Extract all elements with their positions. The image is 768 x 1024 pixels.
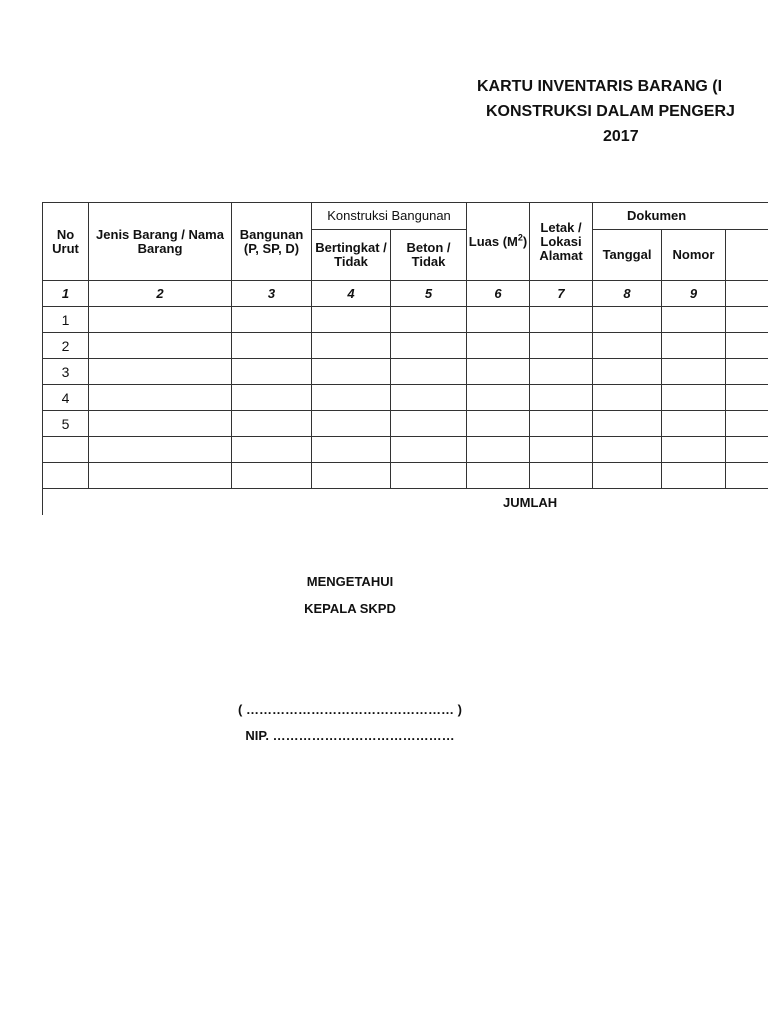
table-cell[interactable] bbox=[89, 333, 232, 359]
header-tanggal: Tanggal bbox=[593, 230, 662, 281]
table-cell[interactable] bbox=[726, 307, 768, 333]
row-number: 4 bbox=[43, 385, 89, 411]
table-cell[interactable] bbox=[232, 359, 312, 385]
header-dokumen: Dokumen bbox=[593, 203, 768, 230]
column-number: 9 bbox=[662, 281, 726, 307]
header-luas-close: ) bbox=[522, 233, 528, 249]
row-number bbox=[43, 463, 89, 489]
table-cell[interactable] bbox=[467, 463, 530, 489]
mengetahui-label: MENGETAHUI bbox=[306, 574, 394, 589]
column-number: 8 bbox=[593, 281, 662, 307]
header-konstruksi-bangunan: Konstruksi Bangunan bbox=[312, 203, 467, 230]
total-label: JUMLAH bbox=[43, 489, 768, 516]
table-cell[interactable] bbox=[391, 463, 467, 489]
table-cell[interactable] bbox=[726, 385, 768, 411]
table-cell[interactable] bbox=[391, 333, 467, 359]
table-cell[interactable] bbox=[89, 437, 232, 463]
inventory-table bbox=[42, 202, 768, 515]
table-cell[interactable] bbox=[312, 437, 391, 463]
table-cell[interactable] bbox=[726, 463, 768, 489]
column-number-row bbox=[43, 281, 768, 307]
column-number-extra bbox=[726, 281, 768, 307]
column-number: 4 bbox=[312, 281, 391, 307]
table-cell[interactable] bbox=[662, 411, 726, 437]
table-cell[interactable] bbox=[530, 437, 593, 463]
table-cell[interactable] bbox=[662, 437, 726, 463]
table-cell[interactable] bbox=[467, 437, 530, 463]
table-cell[interactable] bbox=[593, 333, 662, 359]
header-bangunan: Bangunan (P, SP, D) bbox=[232, 203, 312, 281]
table-cell[interactable] bbox=[662, 333, 726, 359]
table-row bbox=[43, 307, 768, 333]
table-cell[interactable] bbox=[312, 307, 391, 333]
table-cell[interactable] bbox=[593, 385, 662, 411]
header-jenis-barang: Jenis Barang / Nama Barang bbox=[89, 203, 232, 281]
table-cell[interactable] bbox=[530, 411, 593, 437]
table-cell[interactable] bbox=[312, 333, 391, 359]
table-cell[interactable] bbox=[530, 463, 593, 489]
table-cell[interactable] bbox=[232, 333, 312, 359]
table-cell[interactable] bbox=[312, 411, 391, 437]
total-row bbox=[43, 489, 768, 516]
table-cell[interactable] bbox=[232, 437, 312, 463]
table-cell[interactable] bbox=[312, 359, 391, 385]
table-cell[interactable] bbox=[593, 463, 662, 489]
table-cell[interactable] bbox=[467, 333, 530, 359]
table-cell[interactable] bbox=[467, 385, 530, 411]
column-number: 7 bbox=[530, 281, 593, 307]
table-cell[interactable] bbox=[232, 385, 312, 411]
table-cell[interactable] bbox=[232, 307, 312, 333]
table-cell[interactable] bbox=[726, 333, 768, 359]
title-year: 2017 bbox=[603, 128, 639, 145]
document-title bbox=[460, 74, 768, 149]
table-cell[interactable] bbox=[726, 411, 768, 437]
column-number: 6 bbox=[467, 281, 530, 307]
table-cell[interactable] bbox=[662, 359, 726, 385]
table-row bbox=[43, 333, 768, 359]
row-number: 2 bbox=[43, 333, 89, 359]
table-cell[interactable] bbox=[593, 437, 662, 463]
table-cell[interactable] bbox=[530, 385, 593, 411]
column-number: 2 bbox=[89, 281, 232, 307]
table-row bbox=[43, 437, 768, 463]
kepala-skpd-label: KEPALA SKPD bbox=[304, 601, 396, 616]
inventory-table-container bbox=[42, 202, 768, 515]
table-cell[interactable] bbox=[89, 307, 232, 333]
table-cell[interactable] bbox=[530, 307, 593, 333]
table-cell[interactable] bbox=[391, 411, 467, 437]
table-cell[interactable] bbox=[593, 359, 662, 385]
header-extra-column bbox=[726, 230, 768, 281]
table-cell[interactable] bbox=[593, 411, 662, 437]
row-number: 1 bbox=[43, 307, 89, 333]
table-cell[interactable] bbox=[726, 437, 768, 463]
column-number: 5 bbox=[391, 281, 467, 307]
column-number: 3 bbox=[232, 281, 312, 307]
table-cell[interactable] bbox=[467, 307, 530, 333]
header-luas-superscript: 2 bbox=[517, 232, 523, 243]
table-cell[interactable] bbox=[391, 385, 467, 411]
table-cell[interactable] bbox=[89, 463, 232, 489]
table-cell[interactable] bbox=[530, 333, 593, 359]
table-cell[interactable] bbox=[662, 385, 726, 411]
table-cell[interactable] bbox=[232, 463, 312, 489]
table-cell[interactable] bbox=[662, 463, 726, 489]
table-cell[interactable] bbox=[593, 307, 662, 333]
table-cell[interactable] bbox=[391, 437, 467, 463]
table-row bbox=[43, 385, 768, 411]
table-cell[interactable] bbox=[530, 359, 593, 385]
header-beton: Beton / Tidak bbox=[391, 230, 467, 281]
row-number: 3 bbox=[43, 359, 89, 385]
header-luas-text: Luas (M bbox=[468, 233, 518, 249]
row-number bbox=[43, 437, 89, 463]
header-letak: Letak / Lokasi Alamat bbox=[530, 203, 593, 281]
header-bertingkat: Bertingkat / Tidak bbox=[312, 230, 391, 281]
title-line-2: KONSTRUKSI DALAM PENGERJ bbox=[486, 103, 735, 120]
table-row bbox=[43, 359, 768, 385]
table-cell[interactable] bbox=[467, 359, 530, 385]
header-nomor: Nomor bbox=[662, 230, 726, 281]
table-row bbox=[43, 463, 768, 489]
table-row bbox=[43, 411, 768, 437]
table-cell[interactable] bbox=[726, 359, 768, 385]
nip-line: NIP. …………………………………… bbox=[245, 728, 455, 743]
table-cell[interactable] bbox=[89, 385, 232, 411]
table-cell[interactable] bbox=[232, 411, 312, 437]
table-cell[interactable] bbox=[391, 359, 467, 385]
table-cell[interactable] bbox=[391, 307, 467, 333]
table-cell[interactable] bbox=[312, 385, 391, 411]
header-luas bbox=[467, 203, 530, 281]
table-cell[interactable] bbox=[89, 359, 232, 385]
title-line-1: KARTU INVENTARIS BARANG (I bbox=[477, 78, 723, 95]
table-cell[interactable] bbox=[89, 411, 232, 437]
row-number: 5 bbox=[43, 411, 89, 437]
signature-name-line: ( ………………………………………… ) bbox=[238, 702, 462, 717]
column-number: 1 bbox=[43, 281, 89, 307]
table-cell[interactable] bbox=[312, 463, 391, 489]
table-cell[interactable] bbox=[662, 307, 726, 333]
header-no-urut: No Urut bbox=[43, 203, 89, 281]
table-cell[interactable] bbox=[467, 411, 530, 437]
